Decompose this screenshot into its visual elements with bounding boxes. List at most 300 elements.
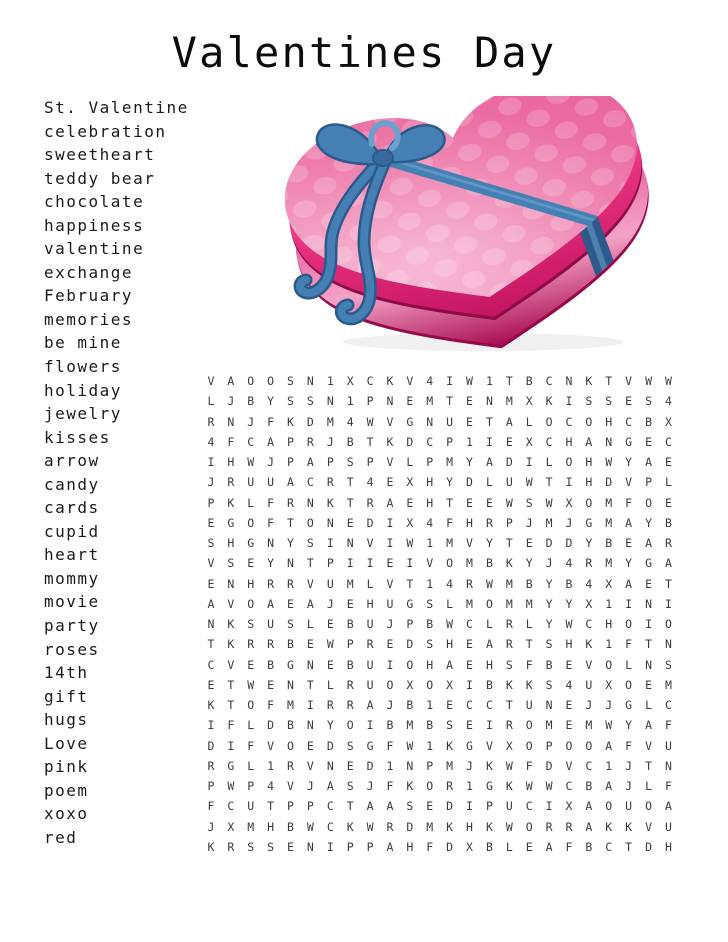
grid-letter: I [545, 799, 553, 814]
grid-letter: Y [625, 455, 633, 470]
grid-letter: T [645, 758, 652, 773]
grid-letter: R [346, 698, 354, 713]
grid-letter: 1 [466, 434, 473, 449]
grid-letter: D [366, 515, 374, 530]
grid-letter: R [366, 495, 374, 510]
word-list-item: valentine [44, 239, 145, 259]
grid-letter: E [565, 718, 573, 733]
grid-letter: O [287, 738, 294, 753]
grid-letter: F [625, 637, 633, 652]
grid-letter: O [664, 617, 672, 632]
grid-letter: N [306, 718, 314, 733]
grid-letter: 1 [426, 698, 434, 713]
grid-letter: D [505, 455, 513, 470]
grid-letter: A [446, 657, 454, 672]
grid-letter: N [287, 677, 294, 692]
grid-letter: 4 [565, 556, 573, 571]
grid-letter: N [664, 637, 672, 652]
grid-letter: E [386, 556, 394, 571]
grid-letter: I [207, 718, 215, 733]
grid-letter: X [505, 738, 513, 753]
grid-letter: B [525, 576, 533, 591]
grid-letter: O [625, 677, 633, 692]
grid-letter: B [426, 617, 434, 632]
grid-letter: U [585, 677, 593, 692]
grid-letter: R [207, 414, 215, 429]
grid-letter: Y [565, 596, 573, 611]
word-list-item: pink [44, 757, 89, 777]
grid-letter: 4 [585, 576, 593, 591]
grid-letter: C [625, 414, 633, 429]
grid-letter: J [565, 515, 573, 530]
grid-letter: V [406, 374, 414, 389]
grid-letter: O [247, 596, 255, 611]
grid-letter: E [466, 657, 473, 672]
grid-letter: M [287, 698, 294, 713]
grid-letter: V [227, 657, 235, 672]
grid-letter: 1 [466, 779, 473, 794]
grid-letter: O [247, 374, 255, 389]
grid-letter: T [346, 475, 354, 490]
grid-letter: E [664, 495, 672, 510]
grid-letter: Y [585, 536, 593, 551]
grid-letter: 1 [267, 758, 275, 773]
grid-letter: H [664, 839, 672, 854]
grid-letter: R [446, 779, 454, 794]
grid-letter: H [227, 455, 235, 470]
grid-letter: F [386, 779, 394, 794]
grid-letter: E [625, 536, 633, 551]
grid-letter: 1 [605, 637, 613, 652]
word-list-item: party [44, 616, 100, 636]
grid-letter: P [287, 434, 294, 449]
word-list-item: celebration [44, 121, 167, 141]
grid-letter: A [207, 596, 215, 611]
grid-letter: F [267, 495, 275, 510]
grid-letter: E [446, 698, 454, 713]
grid-letter: O [306, 515, 314, 530]
grid-letter: P [366, 839, 374, 854]
grid-letter: K [287, 414, 294, 429]
grid-letter: H [585, 475, 593, 490]
grid-letter: P [207, 495, 215, 510]
grid-letter: X [227, 819, 235, 834]
grid-letter: I [565, 394, 573, 409]
grid-letter: N [664, 758, 672, 773]
grid-letter: V [585, 657, 593, 672]
grid-letter: M [406, 718, 414, 733]
grid-letter: 4 [426, 515, 434, 530]
grid-letter: J [545, 556, 553, 571]
grid-letter: N [326, 394, 334, 409]
grid-letter: J [386, 617, 394, 632]
grid-letter: X [565, 495, 573, 510]
grid-letter: P [346, 839, 354, 854]
grid-letter: N [645, 657, 652, 672]
grid-letter: A [585, 434, 593, 449]
grid-letter: F [247, 738, 255, 753]
grid-letter: O [247, 698, 255, 713]
grid-letter: H [446, 637, 454, 652]
grid-letter: J [326, 434, 334, 449]
grid-letter: C [227, 799, 235, 814]
grid-letter: V [207, 374, 215, 389]
grid-letter: K [505, 779, 513, 794]
grid-letter: W [545, 495, 553, 510]
word-list-item: xoxo [44, 804, 89, 824]
grid-letter: S [247, 839, 255, 854]
grid-letter: T [306, 677, 314, 692]
word-list-item: be mine [44, 333, 122, 353]
grid-letter: H [565, 434, 573, 449]
grid-letter: N [306, 495, 314, 510]
grid-letter: U [366, 617, 374, 632]
grid-letter: X [565, 799, 573, 814]
grid-letter: T [505, 374, 513, 389]
grid-letter: W [466, 374, 473, 389]
grid-letter: A [227, 374, 235, 389]
grid-letter: T [525, 637, 533, 652]
grid-letter: S [287, 374, 294, 389]
grid-letter: 4 [207, 434, 215, 449]
grid-letter: Y [466, 455, 473, 470]
grid-letter: V [645, 738, 652, 753]
grid-letter: K [585, 637, 593, 652]
grid-letter: P [485, 799, 493, 814]
grid-letter: S [247, 617, 255, 632]
grid-letter: L [446, 596, 454, 611]
grid-letter: B [485, 839, 493, 854]
grid-letter: S [545, 637, 553, 652]
grid-letter: E [247, 556, 255, 571]
grid-letter: 4 [267, 779, 275, 794]
grid-letter: K [625, 819, 633, 834]
grid-letter: S [525, 495, 533, 510]
grid-letter: B [247, 394, 255, 409]
grid-letter: E [346, 596, 354, 611]
grid-letter: C [585, 758, 593, 773]
grid-letter: D [545, 536, 553, 551]
grid-letter: F [625, 495, 633, 510]
grid-letter: J [267, 455, 275, 470]
grid-letter: I [664, 596, 672, 611]
grid-letter: H [466, 515, 473, 530]
grid-letter: U [525, 698, 533, 713]
grid-letter: E [247, 657, 255, 672]
grid-letter: E [625, 394, 633, 409]
grid-letter: M [585, 718, 593, 733]
grid-letter: C [525, 799, 533, 814]
grid-letter: E [287, 839, 294, 854]
word-list-item: sweetheart [44, 145, 156, 165]
grid-letter: G [625, 434, 633, 449]
grid-letter: L [366, 576, 374, 591]
grid-letter: C [366, 374, 374, 389]
grid-letter: J [247, 414, 255, 429]
grid-letter: 1 [426, 536, 434, 551]
grid-letter: E [466, 637, 473, 652]
grid-letter: C [326, 819, 334, 834]
grid-letter: I [326, 839, 334, 854]
grid-letter: K [406, 779, 414, 794]
grid-letter: L [247, 758, 255, 773]
grid-letter: R [505, 637, 513, 652]
grid-letter: 1 [426, 576, 434, 591]
grid-letter: A [386, 799, 394, 814]
grid-letter: B [287, 819, 294, 834]
grid-letter: C [466, 698, 473, 713]
grid-letter: E [645, 576, 652, 591]
grid-letter: H [267, 819, 275, 834]
grid-letter: G [406, 414, 414, 429]
grid-letter: R [565, 819, 573, 834]
grid-letter: V [287, 779, 294, 794]
word-list-item: mommy [44, 568, 100, 588]
grid-letter: N [326, 758, 334, 773]
grid-letter: W [306, 819, 314, 834]
grid-letter: R [386, 819, 394, 834]
grid-letter: 1 [346, 394, 354, 409]
word-list-item: cards [44, 498, 100, 518]
grid-letter: A [267, 596, 275, 611]
grid-letter: K [227, 637, 235, 652]
grid-letter: L [625, 657, 633, 672]
grid-letter: I [366, 556, 374, 571]
grid-letter: E [525, 536, 533, 551]
grid-letter: M [505, 394, 513, 409]
grid-letter: S [426, 637, 434, 652]
grid-letter: H [406, 839, 414, 854]
grid-letter: P [366, 455, 374, 470]
grid-letter: R [466, 576, 473, 591]
grid-letter: E [664, 455, 672, 470]
grid-letter: M [545, 718, 553, 733]
grid-letter: E [306, 738, 314, 753]
word-list-item: exchange [44, 262, 134, 282]
grid-letter: T [346, 799, 354, 814]
grid-letter: J [605, 698, 613, 713]
grid-letter: C [585, 617, 593, 632]
grid-letter: T [505, 536, 513, 551]
grid-letter: A [605, 738, 613, 753]
grid-letter: K [605, 819, 613, 834]
grid-letter: O [585, 738, 593, 753]
grid-letter: I [386, 515, 394, 530]
grid-letter: W [406, 738, 414, 753]
grid-letter: H [466, 819, 473, 834]
grid-letter: M [346, 576, 354, 591]
grid-letter: R [664, 536, 672, 551]
grid-letter: W [406, 536, 414, 551]
grid-letter: E [346, 758, 354, 773]
word-list-item: candy [44, 474, 100, 494]
grid-letter: A [605, 779, 613, 794]
grid-letter: B [346, 617, 354, 632]
grid-letter: F [267, 414, 275, 429]
grid-letter: X [406, 475, 414, 490]
grid-letter: C [664, 698, 672, 713]
grid-letter: L [525, 617, 533, 632]
grid-letter: X [466, 839, 473, 854]
grid-letter: R [267, 576, 275, 591]
grid-letter: F [267, 515, 275, 530]
word-search-grid [201, 371, 678, 857]
grid-letter: O [605, 799, 613, 814]
grid-letter: R [585, 556, 593, 571]
grid-letter: J [625, 779, 633, 794]
grid-letter: R [366, 637, 374, 652]
grid-letter: S [406, 799, 414, 814]
grid-letter: E [466, 718, 473, 733]
grid-letter: J [227, 394, 235, 409]
grid-letter: M [545, 515, 553, 530]
grid-letter: A [386, 495, 394, 510]
grid-letter: N [386, 394, 394, 409]
grid-letter: A [326, 779, 334, 794]
grid-letter: B [585, 839, 593, 854]
grid-letter: N [267, 536, 275, 551]
grid-letter: O [386, 677, 394, 692]
grid-letter: S [605, 394, 613, 409]
grid-letter: S [446, 718, 454, 733]
grid-letter: 4 [346, 414, 354, 429]
grid-letter: V [366, 536, 374, 551]
word-list-item: chocolate [44, 192, 145, 212]
grid-letter: S [346, 455, 354, 470]
grid-letter: E [207, 576, 215, 591]
grid-letter: E [645, 677, 652, 692]
grid-letter: P [366, 394, 374, 409]
grid-letter: F [525, 758, 533, 773]
grid-letter: J [625, 758, 633, 773]
grid-letter: D [446, 799, 454, 814]
grid-letter: O [625, 617, 633, 632]
word-list-item: arrow [44, 451, 100, 471]
grid-letter: Y [625, 556, 633, 571]
grid-letter: I [645, 617, 652, 632]
grid-letter: O [406, 657, 414, 672]
grid-letter: F [227, 434, 235, 449]
grid-letter: C [565, 414, 573, 429]
grid-letter: F [267, 698, 275, 713]
grid-letter: O [565, 455, 573, 470]
grid-letter: T [346, 495, 354, 510]
grid-letter: M [605, 515, 613, 530]
grid-letter: C [466, 617, 473, 632]
grid-letter: M [247, 819, 255, 834]
grid-letter: P [426, 455, 434, 470]
grid-letter: W [545, 779, 553, 794]
grid-letter: H [485, 657, 493, 672]
grid-letter: T [406, 576, 414, 591]
grid-letter: I [565, 475, 573, 490]
grid-letter: E [326, 617, 334, 632]
grid-letter: R [227, 475, 235, 490]
grid-letter: M [605, 495, 613, 510]
grid-letter: D [446, 839, 454, 854]
grid-letter: D [565, 536, 573, 551]
grid-letter: D [366, 758, 374, 773]
grid-letter: I [466, 799, 473, 814]
grid-letter: D [326, 738, 334, 753]
grid-letter: S [346, 738, 354, 753]
word-list-item: kisses [44, 427, 111, 447]
grid-letter: A [267, 434, 275, 449]
grid-letter: N [565, 374, 573, 389]
grid-letter: P [247, 779, 255, 794]
grid-letter: E [267, 677, 275, 692]
grid-letter: F [664, 718, 672, 733]
grid-letter: O [605, 657, 613, 672]
grid-letter: H [605, 617, 613, 632]
grid-letter: E [485, 495, 493, 510]
word-list-item: holiday [44, 380, 122, 400]
grid-letter: A [485, 455, 493, 470]
grid-letter: K [386, 374, 394, 389]
word-list-item: flowers [44, 357, 122, 377]
grid-letter: N [287, 556, 294, 571]
grid-letter: I [366, 718, 374, 733]
grid-letter: 1 [426, 738, 434, 753]
grid-letter: T [306, 556, 314, 571]
grid-letter: I [446, 374, 454, 389]
grid-letter: W [366, 414, 374, 429]
grid-letter: X [585, 596, 593, 611]
grid-letter: W [247, 677, 255, 692]
word-list-item: heart [44, 545, 100, 565]
grid-letter: O [426, 779, 434, 794]
grid-letter: R [287, 495, 294, 510]
grid-letter: M [446, 455, 454, 470]
grid-letter: M [664, 677, 672, 692]
grid-letter: E [466, 414, 473, 429]
grid-letter: O [645, 799, 652, 814]
grid-letter: K [227, 617, 235, 632]
grid-letter: X [605, 576, 613, 591]
grid-letter: A [645, 536, 652, 551]
grid-letter: 1 [605, 596, 613, 611]
grid-letter: X [525, 394, 533, 409]
grid-letter: F [426, 839, 434, 854]
grid-letter: R [326, 698, 334, 713]
grid-letter: Y [545, 617, 553, 632]
grid-letter: C [426, 434, 434, 449]
grid-letter: P [287, 455, 294, 470]
grid-letter: F [664, 779, 672, 794]
grid-letter: M [525, 596, 533, 611]
grid-letter: A [505, 414, 513, 429]
grid-letter: P [426, 758, 434, 773]
grid-letter: A [585, 819, 593, 834]
grid-letter: T [446, 394, 454, 409]
grid-letter: V [466, 536, 473, 551]
grid-letter: F [446, 515, 454, 530]
grid-letter: W [605, 718, 613, 733]
grid-letter: W [664, 374, 672, 389]
grid-letter: L [406, 455, 414, 470]
grid-letter: S [645, 394, 652, 409]
grid-letter: L [505, 839, 513, 854]
grid-letter: T [485, 414, 493, 429]
grid-letter: A [585, 799, 593, 814]
grid-letter: W [227, 779, 235, 794]
grid-letter: C [306, 475, 314, 490]
grid-letter: F [386, 738, 394, 753]
grid-letter: H [366, 596, 374, 611]
grid-letter: S [346, 779, 354, 794]
grid-letter: C [545, 374, 553, 389]
grid-letter: L [247, 718, 255, 733]
